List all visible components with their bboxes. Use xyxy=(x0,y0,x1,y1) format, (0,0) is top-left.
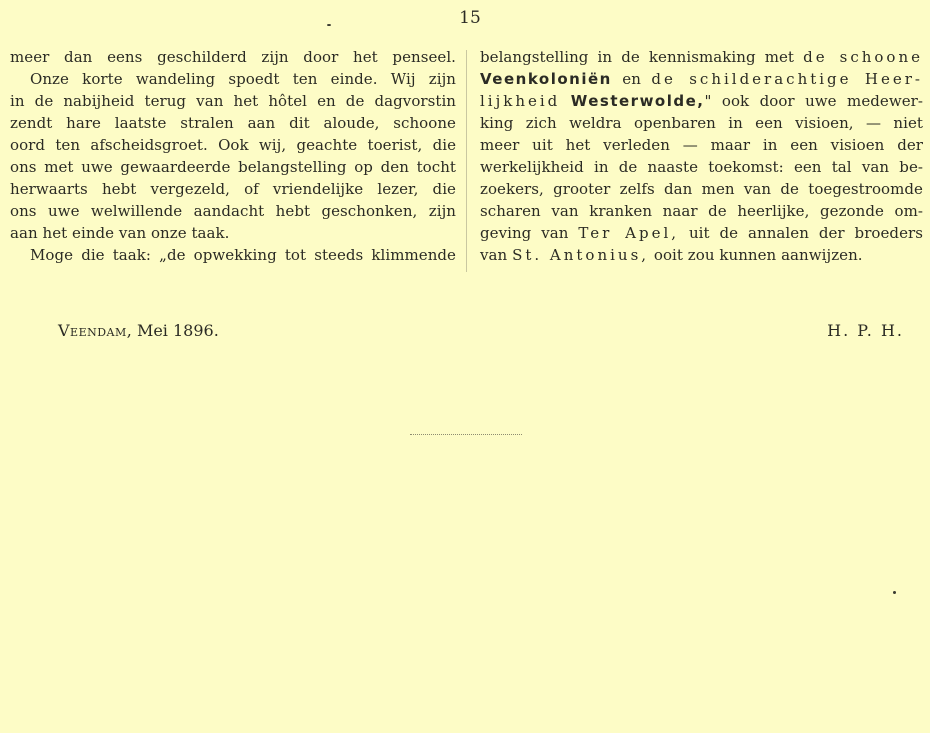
signoff-place-date xyxy=(58,320,219,342)
left-column xyxy=(10,46,456,266)
text-line: meer uit het verleden — maar in een visioen der xyxy=(480,136,923,154)
text-segment: ooit zou kunnen aanwijzen. xyxy=(653,246,863,264)
text-line: scharen van kranken naar de heerlijke, gezonde om- xyxy=(480,202,923,220)
text-line: oord ten afscheidsgroet. Ook wij, geachte toerist, die xyxy=(10,136,456,154)
text-line xyxy=(480,46,923,68)
text-line: ons uwe welwillende aandacht hebt geschonken, zijn xyxy=(10,202,456,220)
signoff-initials: H. P. H. xyxy=(827,321,904,340)
text-segment: " ook door uwe medewer- xyxy=(704,92,923,110)
text-line xyxy=(480,90,923,112)
text-line: aan het einde van onze taak. xyxy=(10,224,230,242)
right-column xyxy=(480,46,923,266)
text-line: zendt hare laatste stralen aan dit aloude, schoone xyxy=(10,114,456,132)
text-line: zoekers, grooter zelfs dan men van de toegestroomde xyxy=(480,180,923,198)
text-line: Onze korte wandeling spoedt ten einde. Wij zijn xyxy=(30,70,456,88)
dotted-rule xyxy=(410,434,522,436)
print-speck xyxy=(327,24,331,26)
spaced-text: St. Antonius, xyxy=(512,246,650,264)
page-number: 15 xyxy=(459,8,481,28)
text-line: ons met uwe gewaardeerde belangstelling op den tocht xyxy=(10,158,456,176)
text-line: herwaarts hebt vergezeld, of vriendelijke lezer, die xyxy=(10,180,456,198)
text-segment: en xyxy=(622,70,641,88)
text-line: werkelijkheid in de naaste toekomst: een tal van be- xyxy=(480,158,923,176)
place-name-bold: Veenkoloniën xyxy=(480,70,612,88)
text-line: in de nabijheid terug van het hôtel en de dagvorstin xyxy=(10,92,456,110)
text-line xyxy=(480,222,923,244)
text-line xyxy=(480,68,923,90)
text-line xyxy=(480,244,923,266)
signoff-place: Veendam xyxy=(58,321,127,340)
text-line: meer dan eens geschilderd zijn door het penseel. xyxy=(10,48,456,66)
spaced-text: de schilderachtige Heer- xyxy=(651,70,924,88)
spaced-text: Ter Apel, xyxy=(578,224,680,242)
text-segment: van xyxy=(480,246,508,264)
signoff-date: , Mei 1896. xyxy=(126,321,219,340)
text-segment: uit de annalen der broeders xyxy=(688,224,923,242)
place-name-bold: Westerwolde, xyxy=(570,92,705,110)
column-divider xyxy=(466,50,467,272)
spaced-text: de schoone xyxy=(803,48,923,66)
text-line: Moge die taak: „de opwekking tot steeds klimmende xyxy=(30,246,456,264)
text-line: king zich weldra openbaren in een visioen, — niet xyxy=(480,114,923,132)
text-segment: geving van xyxy=(480,224,569,242)
print-speck xyxy=(893,591,896,594)
text-segment: belangstelling in de kennismaking met xyxy=(480,48,794,66)
spaced-text: lijkheid xyxy=(480,92,561,110)
